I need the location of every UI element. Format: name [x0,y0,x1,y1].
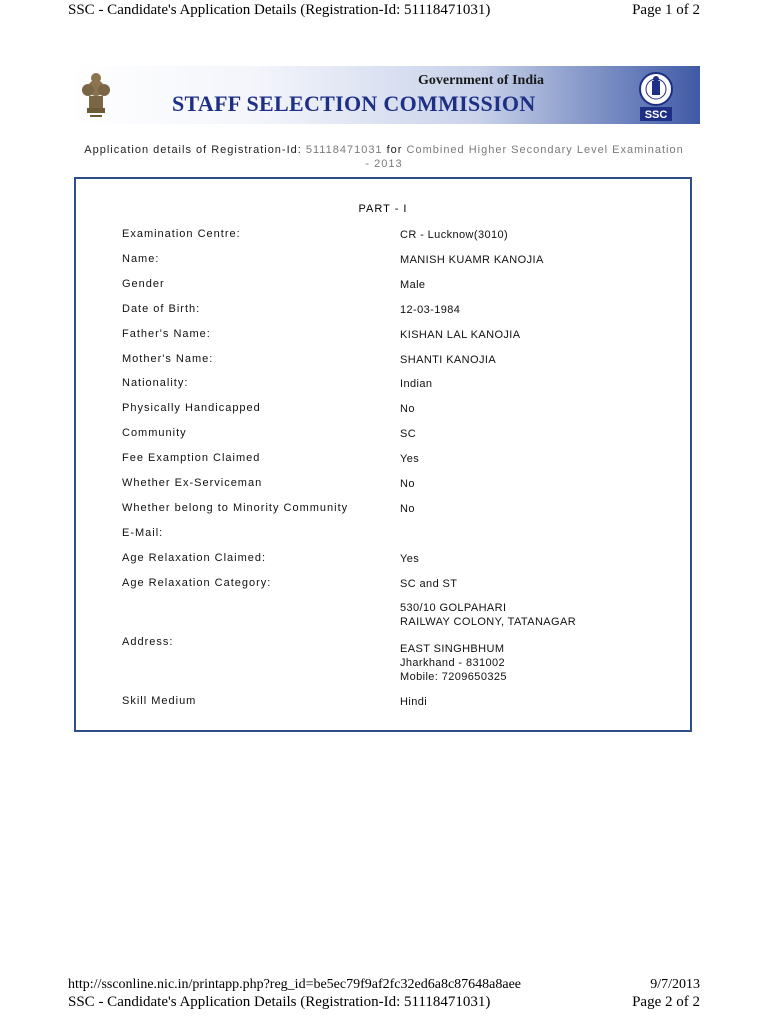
field-value: SHANTI KANOJIA [400,354,497,366]
print-header-page: Page 1 of 2 [632,2,700,18]
intro-text [84,143,684,171]
field-label: Name: [122,253,160,265]
field-row [76,477,690,493]
field-label: Mother's Name: [122,353,214,365]
field-value: Hindi [400,696,428,708]
field-value: No [400,503,415,515]
field-label: E-Mail: [122,527,164,539]
footer-title: SSC - Candidate's Application Details (Registration-Id: 51118471031) [68,994,491,1010]
field-row [76,502,690,518]
address-line: EAST SINGHBHUM [400,643,505,655]
field-value: No [400,403,415,415]
field-row [76,228,690,244]
field-row [76,577,690,593]
field-value: Male [400,279,426,291]
field-value: MANISH KUAMR KANOJIA [400,254,544,266]
field-row [76,427,690,443]
national-emblem-icon [78,68,114,122]
intro-exam: Combined Higher Secondary Level Examination - 2013 [365,144,684,170]
field-row [76,402,690,418]
address-line: Jharkhand - 831002 [400,657,506,669]
intro-for: for [386,144,403,156]
footer-url-link[interactable]: http://ssconline.nic.in/printapp.php?reg_id=be5ec79f9af2fc32ed6a8c87648a8aee [68,977,522,992]
field-label: Whether Ex-Serviceman [122,477,263,489]
field-value: No [400,478,415,490]
ssc-logo-text: SSC [644,109,668,121]
footer-page: Page 2 of 2 [632,994,700,1010]
field-value: Indian [400,378,433,390]
intro-prefix: Application details of Registration-Id: [84,144,302,156]
ssc-logo-icon [638,69,674,121]
field-label: Nationality: [122,377,189,389]
field-value: KISHAN LAL KANOJIA [400,329,521,341]
field-row [76,278,690,294]
field-label: Age Relaxation Claimed: [122,552,267,564]
field-row [76,552,690,568]
field-label: Whether belong to Minority Community [122,502,349,514]
field-row [76,353,690,369]
field-label: Community [122,427,187,439]
field-value: 12-03-1984 [400,304,461,316]
field-label: Skill Medium [122,695,197,707]
field-value: Yes [400,453,420,465]
field-row [76,527,690,543]
field-label: Father's Name: [122,328,211,340]
field-label: Gender [122,278,165,290]
address-line: Mobile: 7209650325 [400,671,507,683]
part-title: PART - I [358,203,408,215]
field-value: SC and ST [400,578,458,590]
address-label: Address: [122,636,174,648]
address-line: RAILWAY COLONY, TATANAGAR [400,616,577,628]
ssc-banner [68,66,700,124]
field-label: Fee Examption Claimed [122,452,261,464]
field-row [76,328,690,344]
field-label: Age Relaxation Category: [122,577,272,589]
field-row [76,695,690,711]
field-label: Date of Birth: [122,303,201,315]
field-value: CR - Lucknow(3010) [400,229,509,241]
field-label: Examination Centre: [122,228,241,240]
address-line: 530/10 GOLPAHARI [400,602,507,614]
intro-reg-id: 51118471031 [305,144,383,156]
field-label: Physically Handicapped [122,402,261,414]
banner-government: Government of India [418,73,544,88]
field-row [76,377,690,393]
field-row [76,452,690,468]
application-details-box [74,177,692,732]
footer-date: 9/7/2013 [650,977,700,992]
field-value: Yes [400,553,420,565]
field-row [76,303,690,319]
print-header-title: SSC - Candidate's Application Details (Registration-Id: 51118471031) [68,2,491,18]
field-row [76,253,690,269]
field-value: SC [400,428,417,440]
banner-title: STAFF SELECTION COMMISSION [172,91,536,116]
